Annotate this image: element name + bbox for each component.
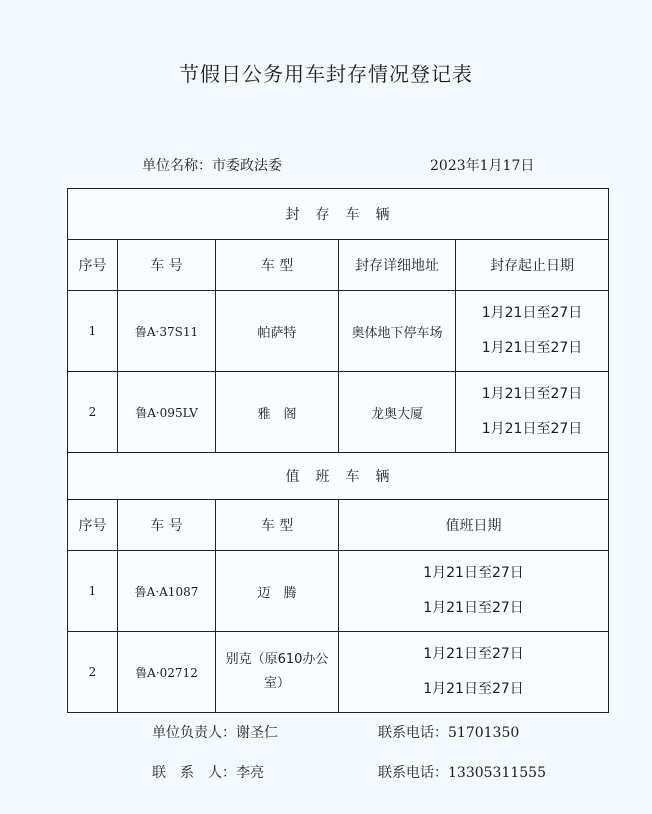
row-plate: 鲁A·02712 <box>118 632 216 713</box>
phone-label: 联系电话： <box>378 725 448 741</box>
contact-label: 联 系 人： <box>152 765 236 781</box>
header-model: 车 型 <box>216 500 339 551</box>
table-row <box>68 551 609 632</box>
form-date: 2023年1月17日 <box>430 158 535 174</box>
date-range: 1月21日至27日 <box>423 565 524 581</box>
row-plate: 鲁A·095LV <box>118 372 216 453</box>
row-model: 迈 腾 <box>216 551 339 632</box>
header-model: 车 型 <box>216 240 339 291</box>
row-model: 雅 阁 <box>216 372 339 453</box>
header-dates: 封存起止日期 <box>456 240 609 291</box>
date-range: 1月21日至27日 <box>423 600 524 616</box>
row-plate: 鲁A·37S11 <box>118 291 216 372</box>
row-dates <box>339 632 609 713</box>
row-model: 别克（原610办公室） <box>216 632 339 713</box>
row-address: 龙奥大厦 <box>339 372 456 453</box>
date-range: 1月21日至27日 <box>481 340 583 356</box>
contact-phone-line <box>378 762 546 782</box>
header-address: 封存详细地址 <box>339 240 456 291</box>
leader-phone-line <box>378 722 519 742</box>
contact-phone: 13305311555 <box>448 765 546 781</box>
date-range: 1月21日至27日 <box>481 305 583 321</box>
leader-line <box>152 722 278 742</box>
row-address: 奥体地下停车场 <box>339 291 456 372</box>
date-range: 1月21日至27日 <box>423 646 524 662</box>
leader-name: 谢圣仁 <box>236 725 278 741</box>
duty-header-row <box>68 500 609 551</box>
header-plate: 车 号 <box>118 240 216 291</box>
row-no: 1 <box>68 551 118 632</box>
duty-section-title: 值 班 车 辆 <box>68 453 609 500</box>
row-plate: 鲁A·A1087 <box>118 551 216 632</box>
registration-table <box>67 188 609 713</box>
header-duty-dates: 值班日期 <box>339 500 609 551</box>
org-name: 单位名称：市委政法委 <box>142 158 282 174</box>
sealed-header-row <box>68 240 609 291</box>
header-no: 序号 <box>68 240 118 291</box>
table-row <box>68 291 609 372</box>
date-range: 1月21日至27日 <box>481 386 583 402</box>
table-row <box>68 632 609 713</box>
row-no: 2 <box>68 372 118 453</box>
table-row <box>68 372 609 453</box>
row-no: 2 <box>68 632 118 713</box>
header-no: 序号 <box>68 500 118 551</box>
row-dates <box>456 291 609 372</box>
row-dates <box>456 372 609 453</box>
date-range: 1月21日至27日 <box>481 421 583 437</box>
phone-label: 联系电话： <box>378 765 448 781</box>
row-no: 1 <box>68 291 118 372</box>
leader-label: 单位负责人： <box>152 725 236 741</box>
date-range: 1月21日至27日 <box>423 681 524 697</box>
header-plate: 车 号 <box>118 500 216 551</box>
contact-line <box>152 762 264 782</box>
contact-name: 李亮 <box>236 765 264 781</box>
row-model: 帕萨特 <box>216 291 339 372</box>
sealed-section-title: 封 存 车 辆 <box>68 189 609 240</box>
leader-phone: 51701350 <box>448 725 520 741</box>
row-dates <box>339 551 609 632</box>
page-title: 节假日公务用车封存情况登记表 <box>179 62 473 86</box>
